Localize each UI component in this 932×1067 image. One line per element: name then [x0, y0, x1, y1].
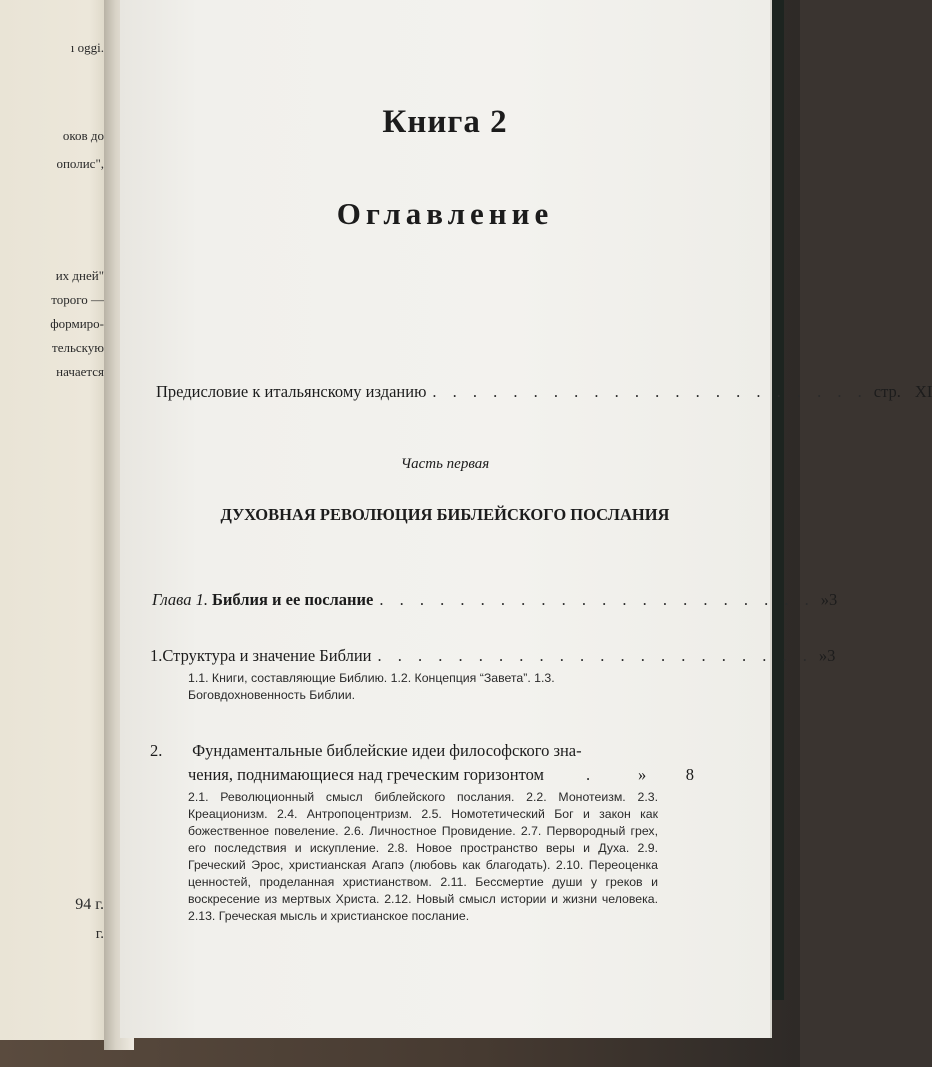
leader-dots: . — [585, 765, 597, 784]
book-title: Книга 2 — [382, 104, 508, 140]
facing-page-fragment: их дней" — [55, 268, 104, 283]
book-cover-edge — [770, 0, 784, 1000]
facing-page-fragment: ополис", — [56, 156, 104, 171]
toc-entry-chapter-1[interactable] — [152, 590, 838, 610]
facing-page-fragment: начается — [56, 364, 104, 379]
section-number: 2. — [150, 741, 163, 760]
facing-page-fragment: тельскую — [52, 340, 104, 355]
leader-dots: . . . . . . . . . . . . . . . . . . . . . . — [432, 382, 868, 401]
ditto-mark: » — [638, 765, 647, 784]
facing-page-fragment: торого — — [51, 292, 104, 307]
section-title: Структура и значение Библии — [162, 646, 372, 665]
toc-entry-section-2-continued[interactable] — [188, 765, 694, 785]
facing-page-fragment: 94 г. — [75, 896, 104, 913]
facing-page-fragment: ı oggi. — [70, 40, 104, 55]
page-number: 3 — [829, 590, 838, 609]
facing-page-fragment: г. — [95, 926, 104, 942]
toc-entry-title: Предисловие к итальянскому изданию — [156, 382, 427, 401]
leader-dots: . . . . . . . . . . . . . . . . . . . . . . — [377, 646, 813, 665]
part-label: Часть первая — [400, 456, 490, 472]
facing-page — [0, 0, 112, 1040]
part-title: ДУХОВНАЯ РЕВОЛЮЦИЯ БИБЛЕЙСКОГО ПОСЛАНИЯ — [220, 505, 670, 524]
page-number: 3 — [827, 646, 836, 665]
page-number: 8 — [685, 765, 694, 784]
chapter-title: Библия и ее послание — [211, 590, 374, 609]
subsection-list: 1.1. Книги, составляющие Библию. 1.2. Концепция “Завета”. 1.3. Боговдохновенность Библии. — [188, 671, 555, 702]
ditto-mark: » — [818, 646, 828, 665]
section-title-line-1: Фундаментальные библейские идеи философского зна- — [192, 741, 582, 760]
toc-title: Оглавление — [336, 196, 554, 231]
toc-entry-section-2[interactable] — [150, 741, 582, 761]
toc-entry-section-1[interactable] — [150, 646, 836, 666]
leader-dots: . . . . . . . . . . . . . . . . . . . . . . — [379, 590, 815, 609]
facing-page-fragment: оков до — [62, 128, 104, 143]
section-title-line-2: чения, поднимающиеся над греческим горизонтом — [188, 765, 544, 784]
ditto-mark: » — [820, 590, 829, 609]
section-number: 1. — [150, 646, 163, 665]
facing-page-fragment: формиро- — [50, 316, 104, 331]
contents-page — [120, 0, 932, 1038]
toc-entry-preface[interactable] — [156, 382, 932, 402]
chapter-prefix: Глава 1. — [152, 590, 208, 609]
page-word: стр. — [873, 382, 901, 401]
page-number: XI — [914, 382, 932, 401]
subsection-list: 2.1. Революционный смысл библейского послания. 2.2. Монотеизм. 2.3. Креационизм. 2.4. Антропоцентризм. 2.5. Номотетический Бог и закон как божественное повеление. 2.6. Личностное Провидение. 2.7. Первородный грех, его последствия и искупление. 2.8. Новое пространство веры и Духа. 2.9. Греческий Эрос, христианская Агапэ (любовь как благодать). 2.10. Переоценка ценностей, проделанная христианством. 2.11. Бессмертие души у греков и воскресение из мертвых Христа. 2.12. Новый смысл истории и жизни человека. 2.13. Греческая мысль и христианское послание. — [188, 790, 658, 923]
